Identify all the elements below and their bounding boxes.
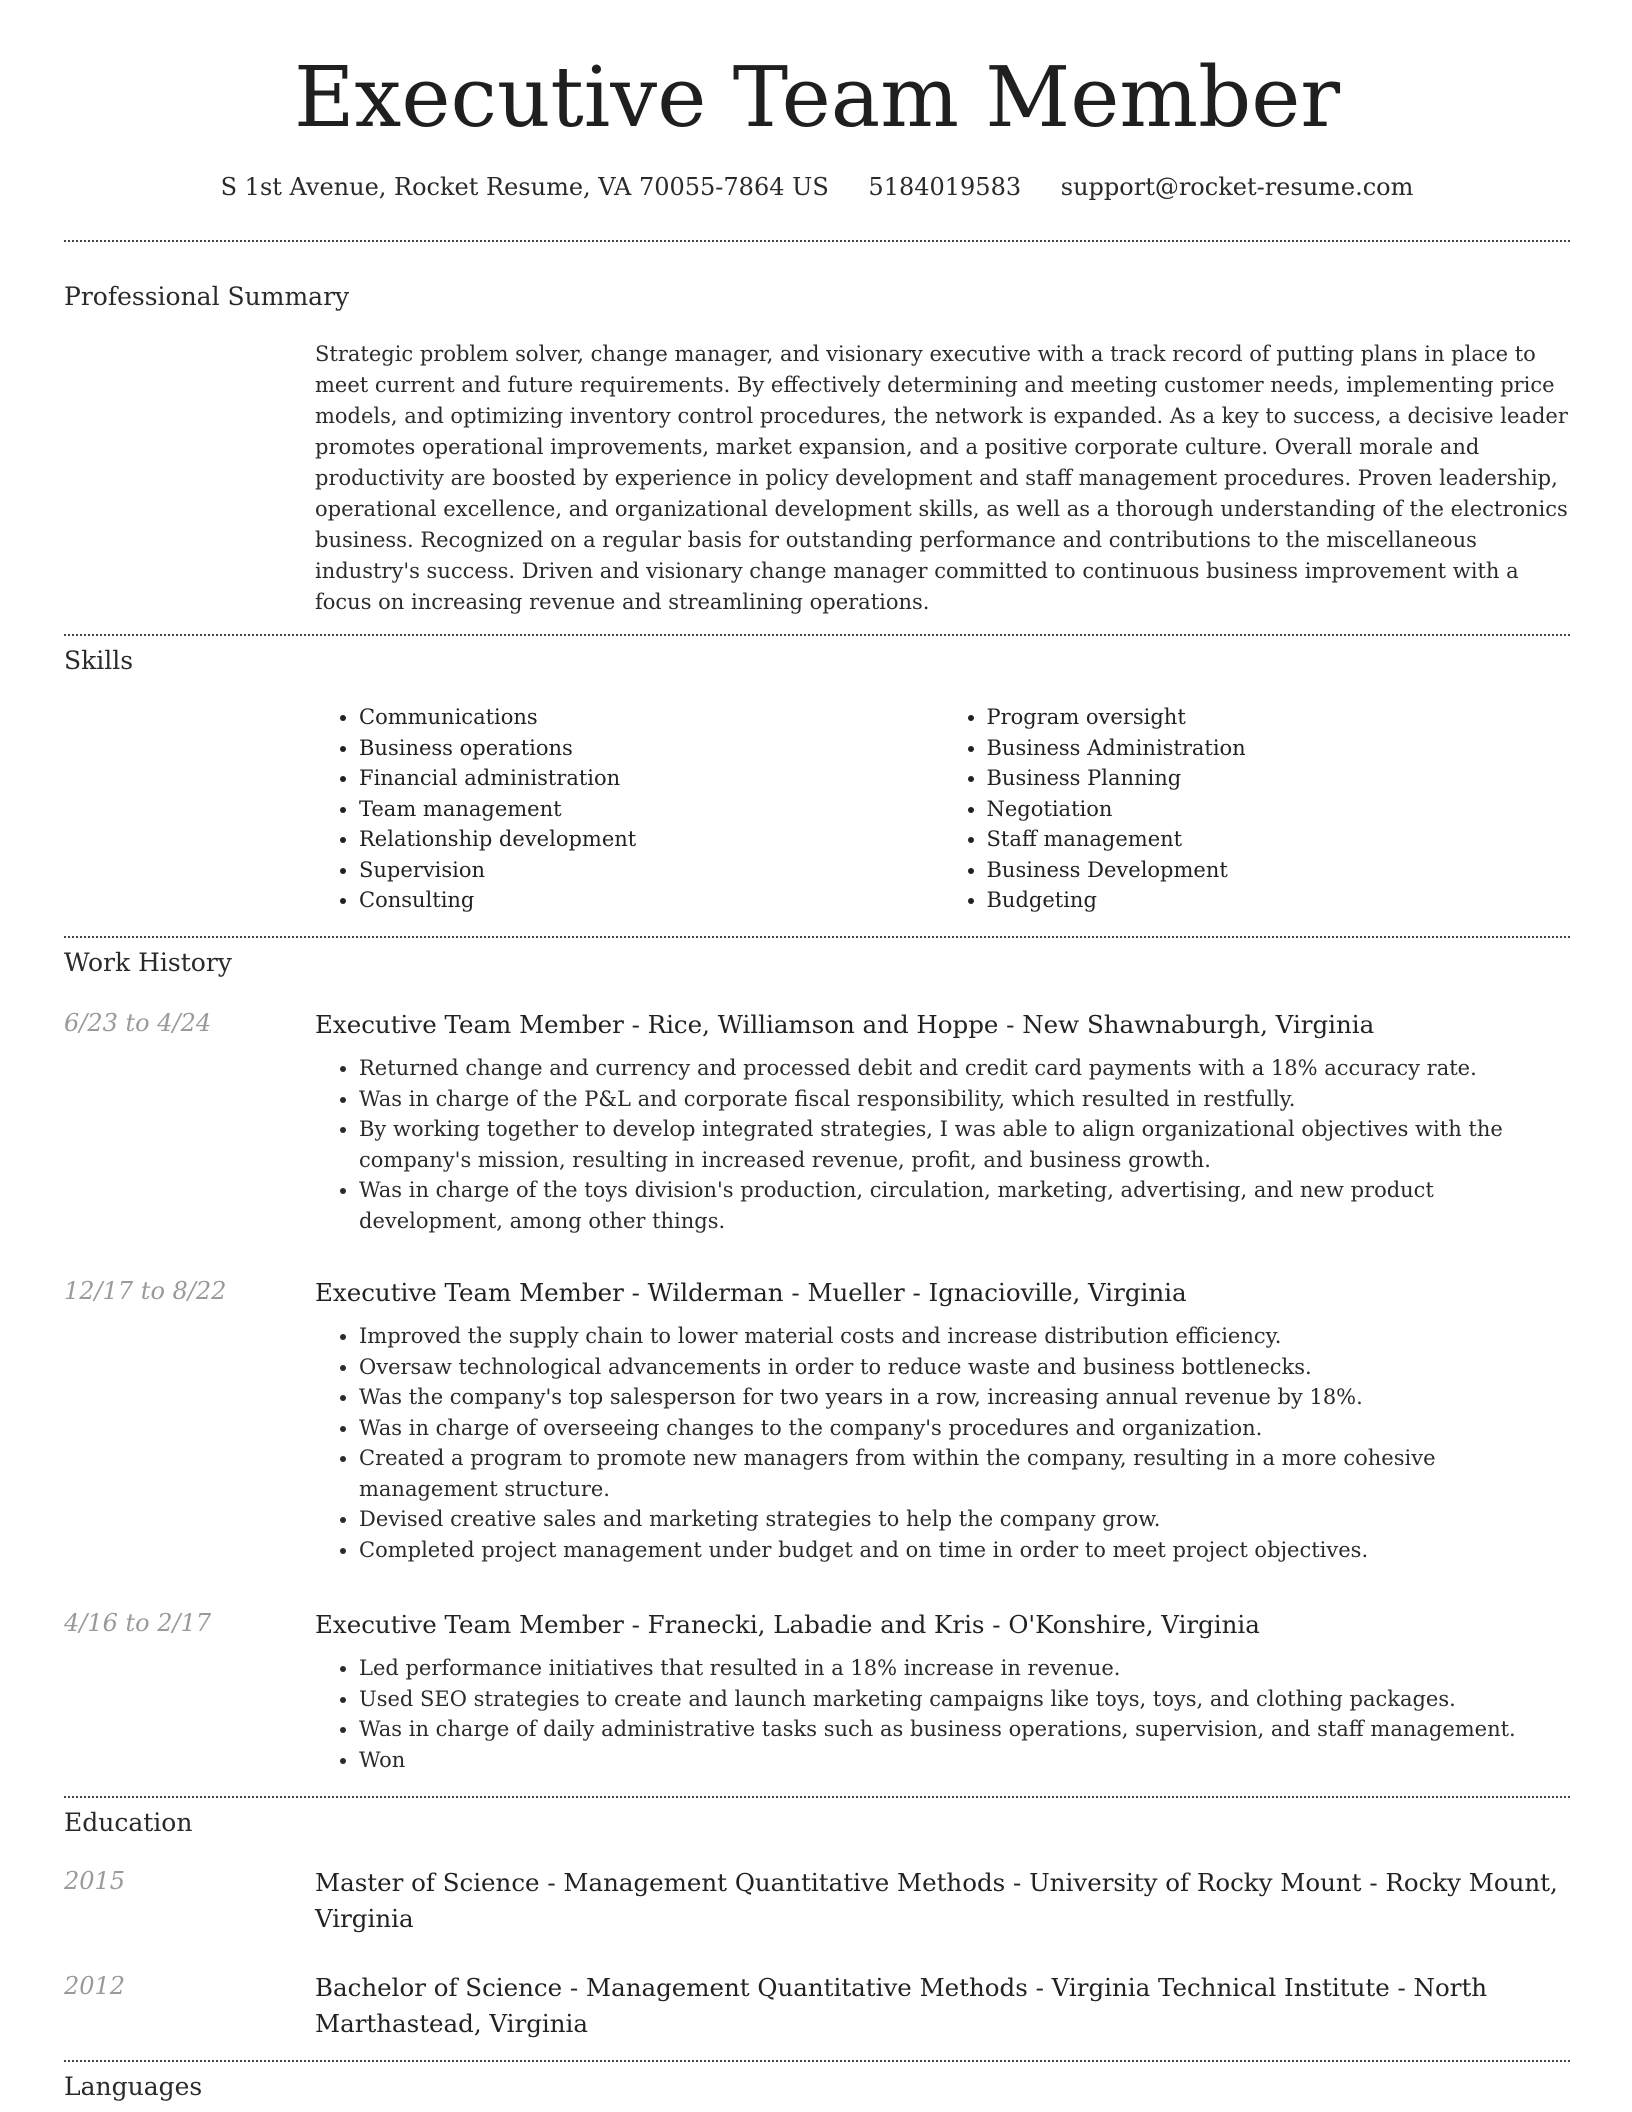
job-employer: - Rice, Williamson and Hoppe - New Shawnaburgh, Virginia xyxy=(623,1010,1375,1039)
section-title-languages: Languages xyxy=(64,2072,203,2101)
job-bullet: • Created a program to promote new managers from within the company, resulting in a more cohesive management structure. xyxy=(359,1443,1570,1504)
job-dates: 4/16 to 2/17 xyxy=(64,1609,212,1637)
job-dates: 12/17 to 8/22 xyxy=(64,1277,227,1305)
job-entry xyxy=(64,1607,1570,1775)
job-bullet: • Devised creative sales and marketing strategies to help the company grow. xyxy=(359,1504,1570,1535)
job-heading xyxy=(315,1607,1570,1643)
divider xyxy=(64,936,1570,938)
job-bullet: • Was in charge of the toys division's production, circulation, marketing, advertising, and new product development, among other things. xyxy=(359,1175,1570,1236)
resume-name: Executive Team Member xyxy=(293,49,1341,146)
job-bullet: • Returned change and currency and processed debit and credit card payments with a 18% accuracy rate. xyxy=(359,1053,1570,1084)
skill-item: • Staff management xyxy=(987,824,1571,855)
job-bullet: • Won xyxy=(359,1745,1570,1776)
job-heading xyxy=(315,1007,1570,1043)
education-entry xyxy=(64,1970,1570,2042)
job-bullets xyxy=(315,1053,1570,1236)
education-school: - University of Rocky Mount - Rocky Mount, Virginia xyxy=(315,1868,1558,1933)
job-bullets xyxy=(315,1321,1570,1565)
contact-line xyxy=(64,173,1570,201)
skill-item: • Business Planning xyxy=(987,763,1571,794)
education-entry xyxy=(64,1865,1570,1937)
job-title: Executive Team Member xyxy=(315,1278,624,1307)
education-year: 2012 xyxy=(64,1972,126,2000)
job-bullets xyxy=(315,1653,1570,1775)
education-year: 2015 xyxy=(64,1867,126,1895)
divider xyxy=(64,2060,1570,2062)
education-degree: Master of Science - Management Quantitative Methods xyxy=(315,1868,1006,1897)
section-title-education: Education xyxy=(64,1808,193,1837)
job-dates: 6/23 to 4/24 xyxy=(64,1009,212,1037)
skill-item: • Team management xyxy=(359,794,943,825)
skill-item: • Financial administration xyxy=(359,763,943,794)
address: S 1st Avenue, Rocket Resume, VA 70055-7864 US xyxy=(220,173,829,201)
job-bullet: • Was the company's top salesperson for two years in a row, increasing annual revenue by 18%. xyxy=(359,1382,1570,1413)
skill-item: • Communications xyxy=(359,702,943,733)
job-employer: - Wilderman - Mueller - Ignacioville, Virginia xyxy=(623,1278,1187,1307)
section-title-summary: Professional Summary xyxy=(64,282,350,311)
job-bullet: • Was in charge of the P&L and corporate fiscal responsibility, which resulted in restfully. xyxy=(359,1084,1570,1115)
divider xyxy=(64,634,1570,636)
summary-block xyxy=(315,339,1570,618)
job-entry xyxy=(64,1275,1570,1565)
job-title: Executive Team Member xyxy=(315,1010,624,1039)
skill-item: • Business operations xyxy=(359,733,943,764)
job-employer: - Franecki, Labadie and Kris - O'Konshire, Virginia xyxy=(623,1610,1260,1639)
skill-item: • Relationship development xyxy=(359,824,943,855)
education-degree: Bachelor of Science - Management Quantitative Methods xyxy=(315,1973,1028,2002)
job-bullet: • By working together to develop integrated strategies, I was able to align organizational objectives with the company's mission, resulting in increased revenue, profit, and business growth. xyxy=(359,1114,1570,1175)
divider xyxy=(64,1796,1570,1798)
job-bullet: • Completed project management under budget and on time in order to meet project objectives. xyxy=(359,1535,1570,1566)
job-bullet: • Oversaw technological advancements in order to reduce waste and business bottlenecks. xyxy=(359,1352,1570,1383)
job-bullet: • Improved the supply chain to lower material costs and increase distribution efficiency. xyxy=(359,1321,1570,1352)
summary-text: Strategic problem solver, change manager, and visionary executive with a track record of putting plans in place to meet current and future requirements. By effectively determining and meeting customer needs, implementing price models, and optimizing inventory control procedures, the network is expanded. As a key to success, a decisive leader promotes operational improvements, market expansion, and a positive corporate culture. Overall morale and productivity are boosted by experience in policy development and staff management procedures. Proven leadership, operational excellence, and organizational development skills, as well as a thorough understanding of the electronics business. Recognized on a regular basis for outstanding performance and contributions to the miscellaneous industry's success. Driven and visionary change manager committed to continuous business improvement with a focus on increasing revenue and streamlining operations. xyxy=(315,342,1568,614)
divider xyxy=(64,240,1570,242)
skill-item: • Program oversight xyxy=(987,702,1571,733)
education-heading xyxy=(315,1970,1570,2042)
phone: 5184019583 xyxy=(868,173,1022,201)
skills-column-left xyxy=(315,702,943,916)
job-title: Executive Team Member xyxy=(315,1610,624,1639)
skill-item: • Negotiation xyxy=(987,794,1571,825)
job-bullet: • Was in charge of overseeing changes to the company's procedures and organization. xyxy=(359,1413,1570,1444)
job-heading xyxy=(315,1275,1570,1311)
skill-item: • Business Development xyxy=(987,855,1571,886)
skill-item: • Supervision xyxy=(359,855,943,886)
resume-page xyxy=(64,0,1570,2101)
section-title-skills: Skills xyxy=(64,646,134,675)
education-school: - Virginia Technical Institute - North Marthastead, Virginia xyxy=(315,1973,1488,2038)
job-entry xyxy=(64,1007,1570,1236)
education-heading xyxy=(315,1865,1570,1937)
skill-item: • Business Administration xyxy=(987,733,1571,764)
skill-item: • Consulting xyxy=(359,885,943,916)
job-bullet: • Led performance initiatives that resulted in a 18% increase in revenue. xyxy=(359,1653,1570,1684)
job-bullet: • Used SEO strategies to create and launch marketing campaigns like toys, toys, and clothing packages. xyxy=(359,1684,1570,1715)
email: support@rocket-resume.com xyxy=(1060,173,1414,201)
job-bullet: • Was in charge of daily administrative tasks such as business operations, supervision, and staff management. xyxy=(359,1714,1570,1745)
skills-column-right xyxy=(943,702,1571,916)
skill-item: • Budgeting xyxy=(987,885,1571,916)
section-title-work: Work History xyxy=(64,948,232,977)
skills-list xyxy=(315,702,1570,916)
